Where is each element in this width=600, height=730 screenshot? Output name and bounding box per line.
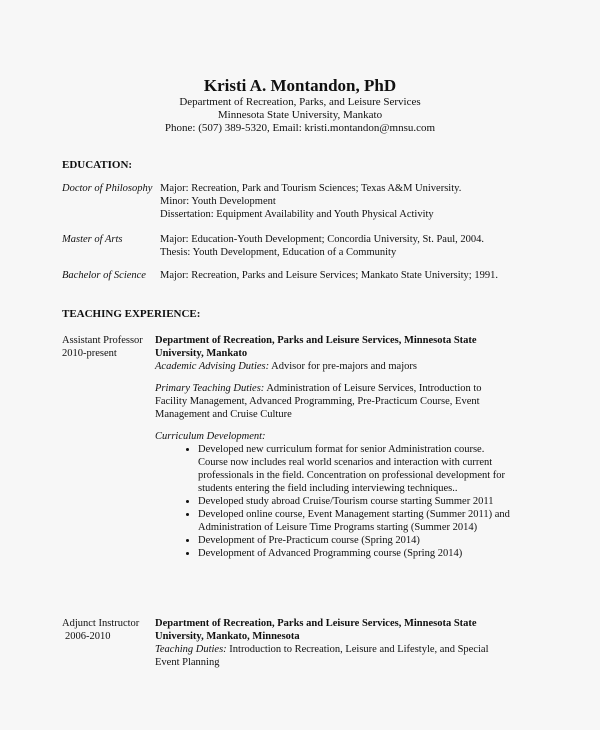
position-department-cont: University, Mankato [155, 348, 248, 359]
position-role: Assistant Professor [62, 335, 143, 346]
degree-detail-line: Major: Recreation, Parks and Leisure Services; Mankato State University; 1991. [160, 270, 498, 281]
contact-line: Phone: (507) 389-5320, Email: kristi.montandon@mnsu.com [164, 122, 436, 134]
list-item: • Developed study abroad Cruise/Tourism course starting Summer 2011 [198, 495, 515, 508]
primary-duties [155, 382, 515, 421]
position-role: Adjunct Instructor [62, 618, 140, 629]
resume-header [0, 76, 600, 135]
teaching-heading: TEACHING EXPERIENCE: [62, 308, 201, 320]
degree-detail-line: Minor: Youth Development [160, 196, 276, 207]
position-dates: 2010-present [62, 348, 117, 359]
list-item: • Developed new curriculum format for senior Administration course. Course now includes real world scenarios and interaction with current professionals in the field. Concentration on professional development for students entering the field including interviewing techniques.. [198, 443, 515, 495]
position-department: Department of Recreation, Parks and Leisure Services, Minnesota State [155, 618, 477, 629]
education-heading: EDUCATION: [62, 159, 133, 171]
curriculum-list [155, 443, 515, 560]
degree-detail-line: Major: Education-Youth Development; Concordia University, St. Paul, 2004. [160, 234, 485, 245]
position-dates: 2006-2010 [65, 631, 111, 642]
university-line: Minnesota State University, Mankato [217, 109, 383, 121]
teaching-duties [155, 643, 515, 669]
department-line: Department of Recreation, Parks, and Leisure Services [179, 96, 421, 108]
list-item: • Development of Advanced Programming course (Spring 2014) [198, 547, 515, 560]
degree-label: Bachelor of Science [62, 270, 146, 281]
position-department-cont: University, Mankato, Minnesota [155, 631, 300, 642]
candidate-name: Kristi A. Montandon, PhD [203, 76, 397, 95]
primary-text: Administration of Leisure Services, Introduction to Facility Management, Advanced Programming, Pre-Practicum Course, Event Management and Cruise Culture [155, 383, 482, 420]
duties-label: Teaching Duties: [155, 644, 227, 655]
degree-detail-line: Thesis: Youth Development, Education of a Community [160, 247, 397, 258]
advising-text: Advisor for pre-majors and majors [269, 361, 417, 372]
degree-label: Doctor of Philosophy [62, 183, 153, 194]
primary-label: Primary Teaching Duties: [155, 383, 265, 394]
degree-label: Master of Arts [62, 234, 123, 245]
curriculum-label: Curriculum Development: [155, 431, 266, 442]
advising-label: Academic Advising Duties: [155, 361, 270, 372]
position-department: Department of Recreation, Parks and Leisure Services, Minnesota State [155, 335, 477, 346]
duties-text: Introduction to Recreation, Leisure and Lifestyle, and Special Event Planning [155, 644, 489, 668]
degree-detail-line: Dissertation: Equipment Availability and Youth Physical Activity [160, 209, 434, 220]
degree-detail-line: Major: Recreation, Park and Tourism Sciences; Texas A&M University. [160, 183, 462, 194]
list-item: • Developed online course, Event Management starting (Summer 2011) and Administration of Leisure Time Programs starting (Summer 2014) [198, 508, 515, 534]
advising-duties [155, 360, 515, 373]
list-item: • Development of Pre-Practicum course (Spring 2014) [198, 534, 515, 547]
